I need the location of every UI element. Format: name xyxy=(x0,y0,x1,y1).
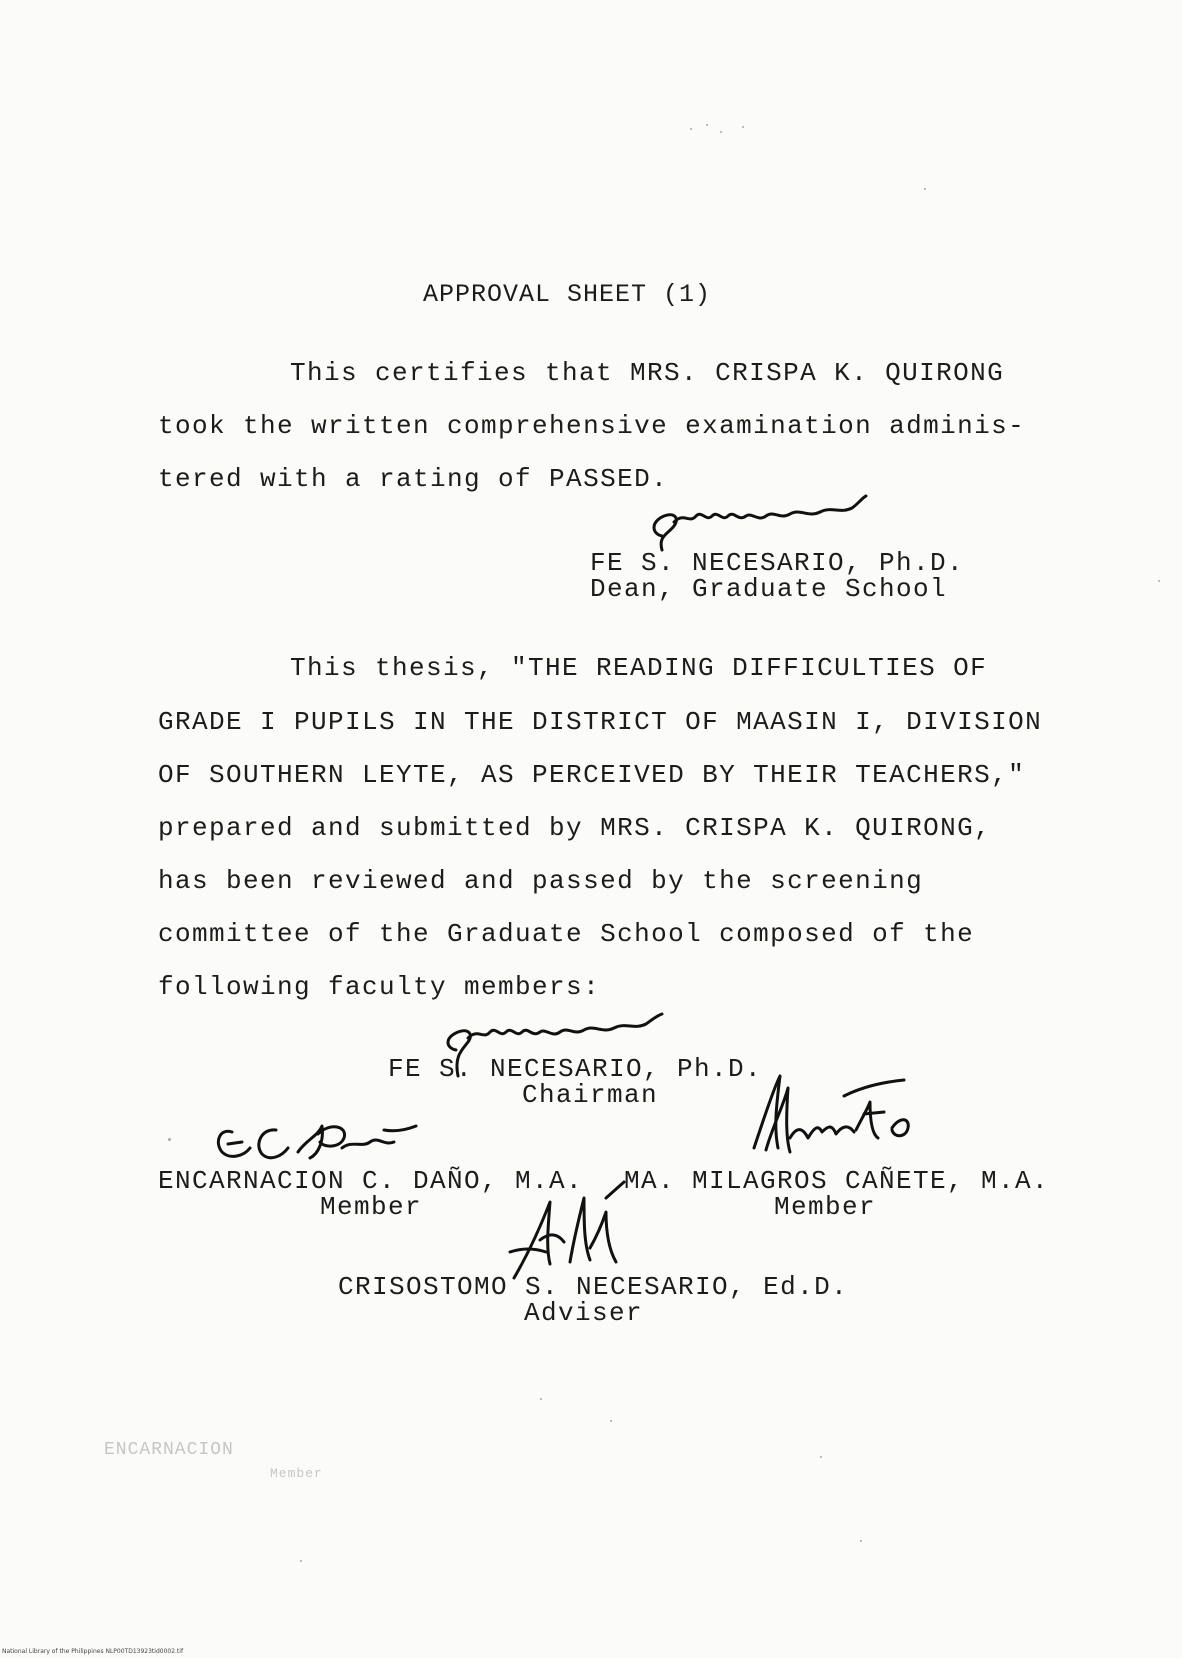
certification-line-1: This certifies that MRS. CRISPA K. QUIRONG xyxy=(290,358,1005,388)
scan-speck xyxy=(168,1138,171,1141)
member-left-role: Member xyxy=(320,1192,423,1222)
dean-signature xyxy=(640,494,890,554)
adviser-role: Adviser xyxy=(524,1298,644,1328)
scan-speck xyxy=(690,128,692,130)
scan-speck xyxy=(720,131,722,133)
thesis-line-7: following faculty members: xyxy=(158,972,601,1002)
scan-speck xyxy=(924,188,926,190)
thesis-line-6: committee of the Graduate School composed of the xyxy=(158,919,975,949)
dean-title: Dean, Graduate School xyxy=(590,574,948,604)
scan-speck xyxy=(540,1398,542,1400)
scan-speck xyxy=(742,126,744,128)
chairman-role: Chairman xyxy=(522,1080,659,1110)
thesis-line-1: This thesis, "THE READING DIFFICULTIES OF xyxy=(290,653,988,683)
thesis-line-2: GRADE I PUPILS IN THE DISTRICT OF MAASIN I, DIVISION xyxy=(158,707,1043,737)
dean-name: FE S. NECESARIO, Ph.D. xyxy=(590,548,965,578)
scan-speck xyxy=(300,1560,302,1562)
thesis-line-4: prepared and submitted by MRS. CRISPA K. QUIRONG, xyxy=(158,813,992,843)
chairman-name: FE S. NECESARIO, Ph.D. xyxy=(388,1054,763,1084)
scan-speck xyxy=(820,1456,822,1458)
member-left-name: ENCARNACION C. DAÑO, M.A. xyxy=(158,1166,584,1196)
member-left-signature xyxy=(206,1112,426,1172)
bleed-through-text: ENCARNACION xyxy=(104,1440,234,1460)
member-right-signature xyxy=(744,1068,944,1168)
member-right-name: MA. MILAGROS CAÑETE, M.A. xyxy=(624,1166,1050,1196)
adviser-name: CRISOSTOMO S. NECESARIO, Ed.D. xyxy=(338,1272,849,1302)
thesis-line-5: has been reviewed and passed by the screening xyxy=(158,866,924,896)
thesis-line-3: OF SOUTHERN LEYTE, AS PERCEIVED BY THEIR TEACHERS," xyxy=(158,760,1026,790)
scan-footer: National Library of the Philippines NLP00TD13923tid0002.tif xyxy=(2,1648,184,1655)
bleed-through-text: Member xyxy=(270,1466,323,1481)
certification-line-2: took the written comprehensive examination adminis- xyxy=(158,411,1026,441)
scan-speck xyxy=(860,1540,862,1542)
scan-speck xyxy=(1158,580,1160,582)
document-title: APPROVAL SHEET (1) xyxy=(423,280,712,309)
member-right-role: Member xyxy=(774,1192,877,1222)
certification-line-3: tered with a rating of PASSED. xyxy=(158,464,669,494)
scan-speck xyxy=(610,1420,612,1422)
scan-speck xyxy=(706,124,708,126)
